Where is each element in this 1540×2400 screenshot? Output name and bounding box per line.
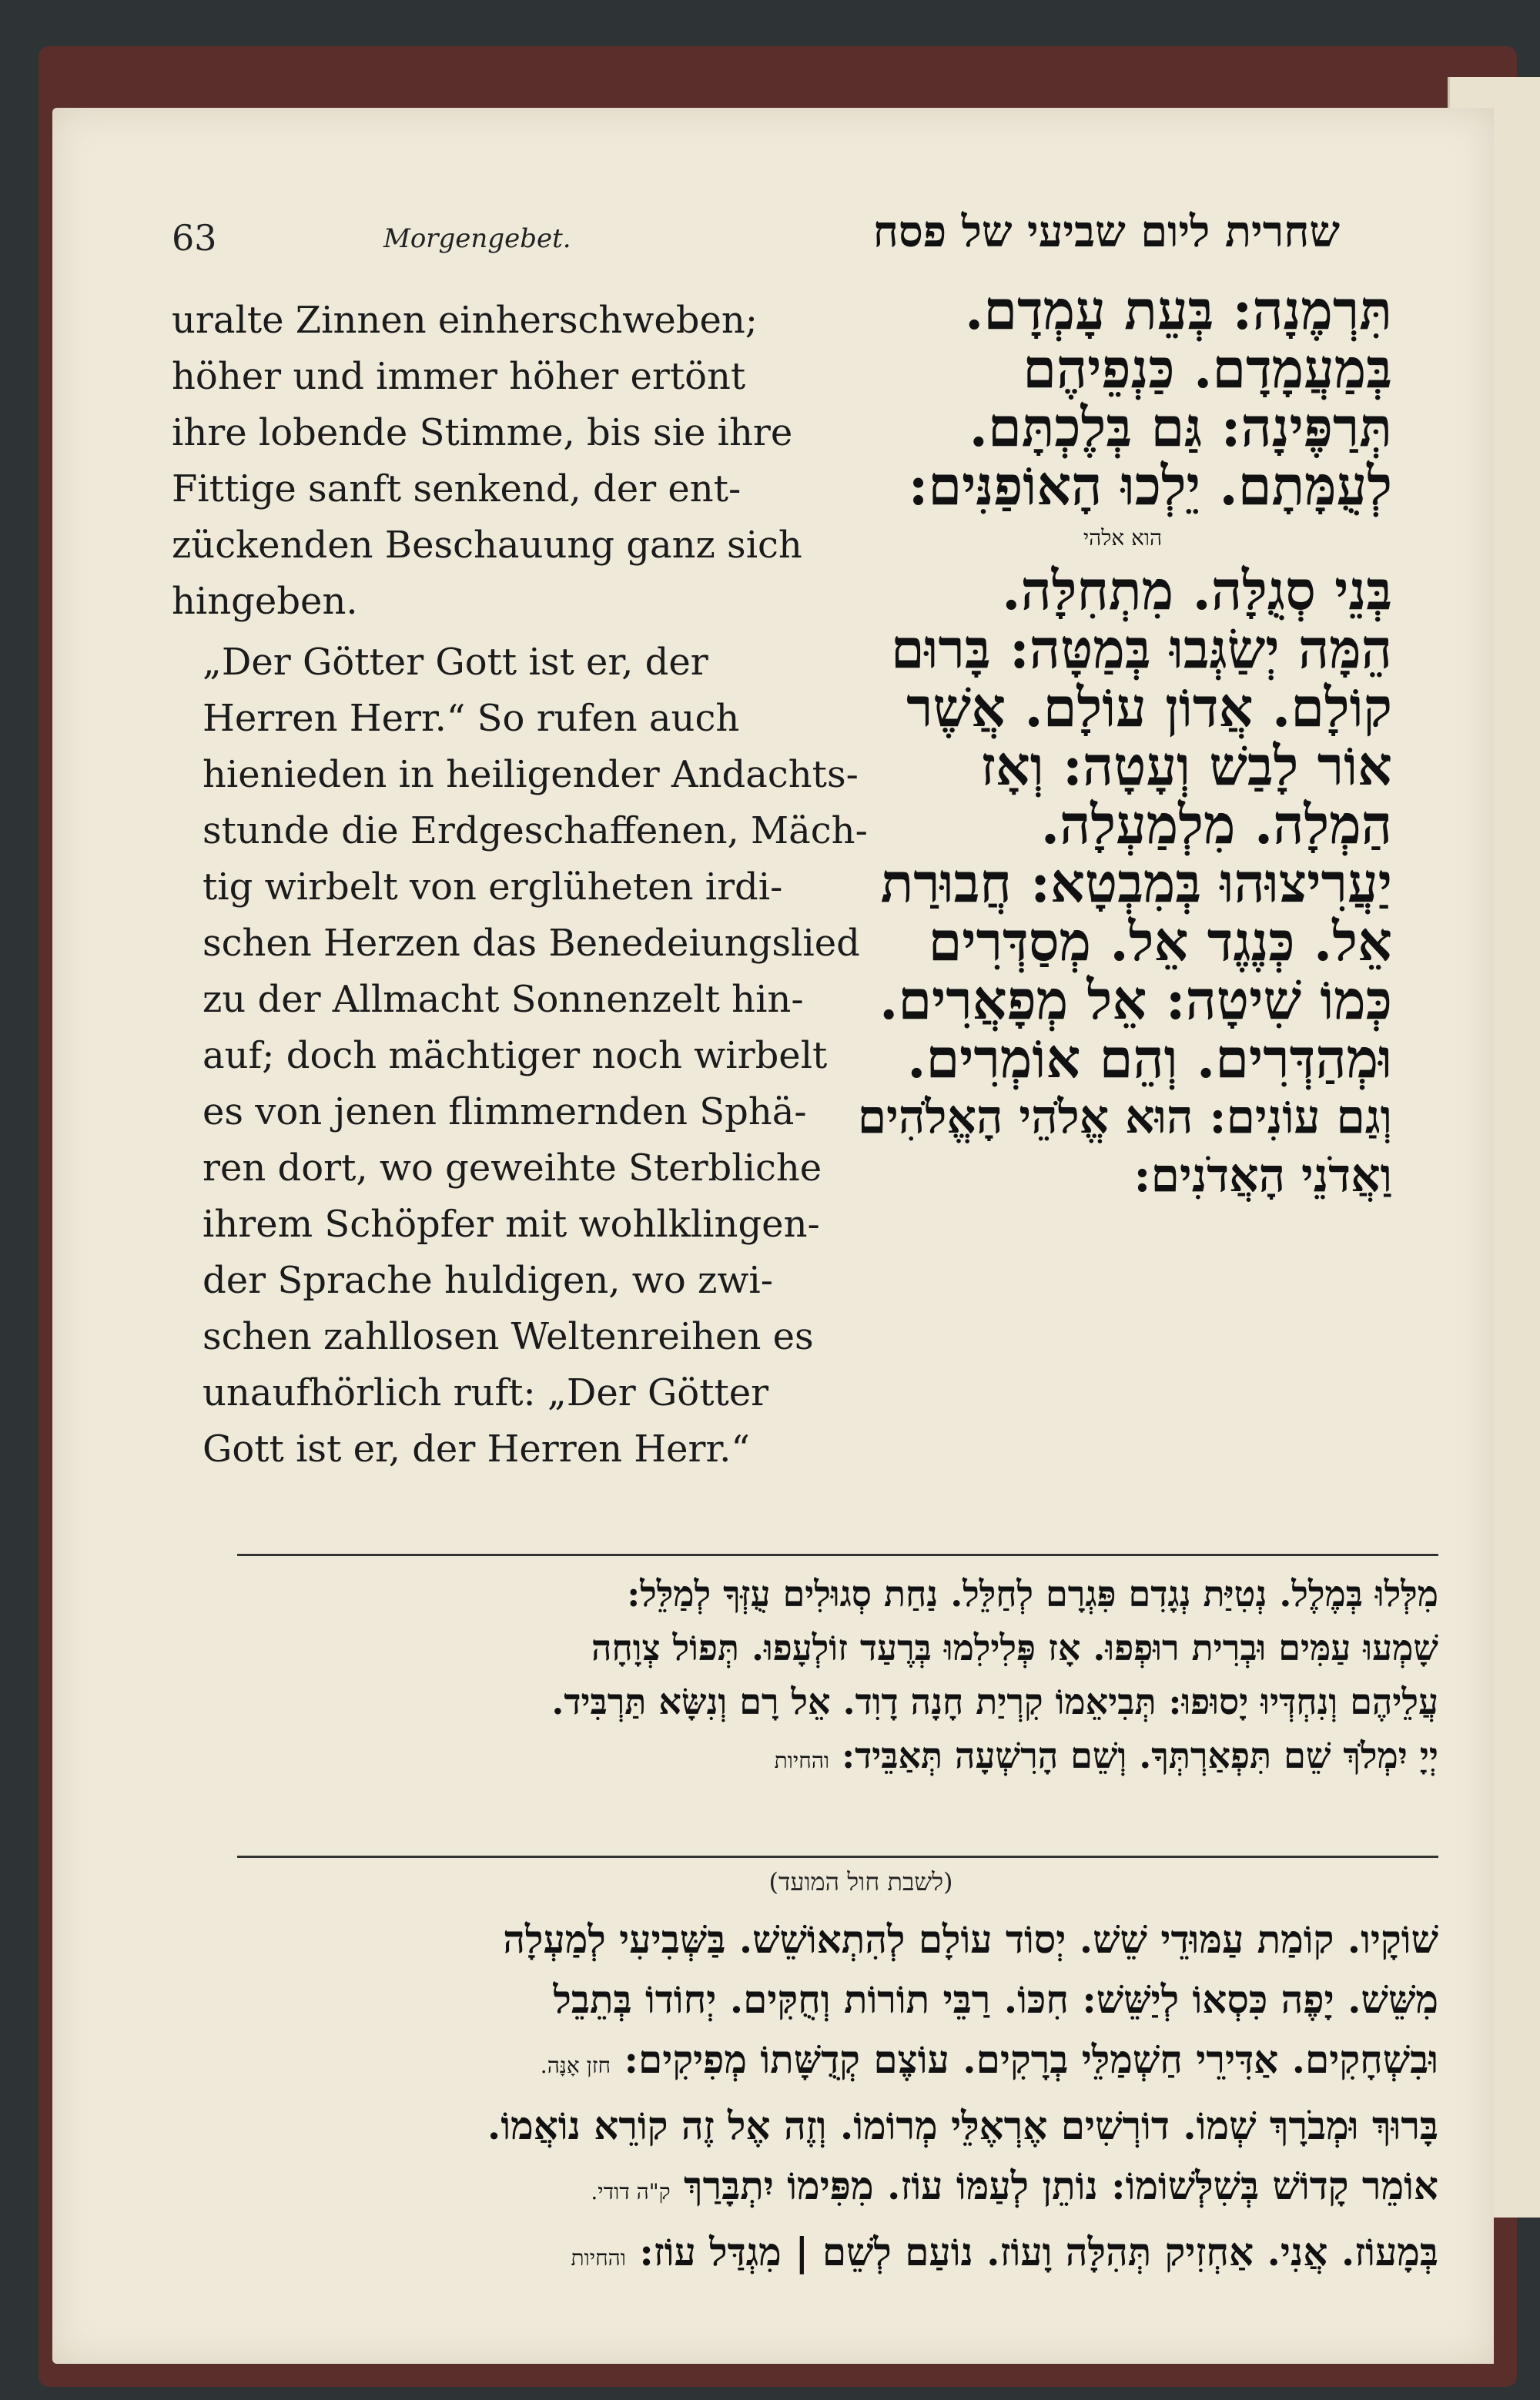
running-title: Morgengebet. xyxy=(383,223,571,254)
hebrew-line: וְגַם עוֹנִים: הוּא אֱלֹהֵי הָאֱלֹהִים xyxy=(857,1090,1392,1144)
text-line: Herren Herr.“ So rufen auch xyxy=(203,697,740,740)
notes-line-text: יְיָ יִמְלֹךְ שֵׁם תִּפְאַרְתְּךָ. וְשֵׁם הָרִשְׁעָה תְּאַבֵּיד: xyxy=(842,1735,1438,1776)
text-line: höher und immer höher ertönt xyxy=(172,355,746,398)
hebrew-marker: הוא אלהי xyxy=(1083,525,1163,551)
shabbat-line-text: אוֹמֵר קָדוֹשׁ בְּשִׁלְּשׁוֹמוֹ: נוֹתֵן לְעַמּוֹ עוֹז. מִפִּימוֹ יִתְבָּרַךְ xyxy=(684,2163,1438,2208)
text-line: es von jenen flimmernden Sphä- xyxy=(203,1090,807,1133)
hebrew-line: אוֹר לָבַשׁ וְעָטָה: וְאָז xyxy=(980,734,1392,798)
shabbat-line xyxy=(237,2030,1438,2096)
text-line: hienieden in heiligender Andachts- xyxy=(203,753,859,796)
hebrew-running-title: שחרית ליום שביעי של פסח xyxy=(872,206,1340,257)
german-paragraph-1 xyxy=(172,293,834,630)
text-line: der Sprache huldigen, wo zwi- xyxy=(203,1259,773,1302)
shabbat-line: שׁוֹקָיו. קוֹמַת עַמּוּדֵי שֵׁשׁ. יְסוֹד עוֹלָם לְהִתְאוֹשֵׁשׁ. בַּשְּׁבִיעִי לְמַעְלָה xyxy=(503,1916,1438,1962)
hebrew-line: קוֹלָם. אֲדוֹן עוֹלָם. אֲשֶׁר xyxy=(906,675,1392,739)
section-label: (לשבת חול המועד) xyxy=(768,1867,953,1896)
notes-line xyxy=(237,1729,1438,1788)
divider-rule xyxy=(237,1856,1438,1858)
text-line: Gott ist er, der Herren Herr.“ xyxy=(203,1428,750,1471)
notes-line: שָׁמְעוּ עַמִּים וּבְרִית רוּפְפוּ. אָז פְּלִילִמוּ בְּרֶעַד זוֹלְעָפוּ. תְּפוֹל צְוָחָה xyxy=(591,1627,1438,1669)
notes-end-marker: והחיות xyxy=(774,1748,830,1773)
hebrew-line: וּמְהַדְּרִים. וְהֵם אוֹמְרִים. xyxy=(907,1026,1392,1090)
text-line: Fittige sanft senkend, der ent- xyxy=(172,467,742,510)
shabbat-chol-hamoed-block xyxy=(237,1910,1438,2288)
piyyut-notes-block xyxy=(237,1567,1438,1788)
book-page xyxy=(52,108,1494,2364)
inline-marker: והחיות xyxy=(571,2245,626,2271)
hebrew-prayer-column xyxy=(853,278,1392,1205)
text-line: tig wirbelt von erglüheten irdi- xyxy=(203,865,783,909)
hebrew-line: יַעֲרִיצוּהוּ בְּמִבְטָא: חֲבוּרַת xyxy=(880,851,1392,915)
text-line: schen zahllosen Weltenreihen es xyxy=(203,1315,814,1358)
text-line: „Der Götter Gott ist er, der xyxy=(203,641,708,684)
notes-line: מִלְּלוּ בְּמֶלֶל. נְטִיַּת נְגָדִם פִּגְרָם לְחַלֵּל. נַחַת סְגוּלִים עֻזְּךָ לְמַלֵּל: xyxy=(627,1573,1438,1615)
text-line: ihrem Schöpfer mit wohlklingen- xyxy=(203,1203,820,1246)
german-paragraph-2 xyxy=(172,634,868,1478)
hebrew-line: כְּמוֹ שִׁיטָה: אֵל מְפָאֲרִים. xyxy=(879,968,1392,1032)
hebrew-line: תִּרְמֶנָה: בְּעֵת עָמְדָם. xyxy=(964,278,1392,342)
german-translation-column xyxy=(172,293,868,1478)
text-line: ihre lobende Stimme, bis sie ihre xyxy=(172,411,793,454)
text-line: schen Herzen das Benedeiungslied xyxy=(203,922,860,965)
inline-marker: חזן אָנָּה. xyxy=(540,2053,611,2078)
text-line: hingeben. xyxy=(172,580,358,623)
text-line: unaufhörlich ruft: „Der Götter xyxy=(203,1371,769,1414)
hebrew-line: לְעֻמָּתָם. יֵלְכוּ הָאוֹפַנִּים: xyxy=(908,454,1392,517)
shabbat-line xyxy=(237,2222,1438,2288)
text-line: auf; doch mächtiger noch wirbelt xyxy=(203,1034,828,1077)
shabbat-line: מִשֵּׁשׁ. יָפֶה כִּסְאוֹ לְיַשֵּׁשׁ: חִכּוֹ. רַבֵּי תוֹרוֹת וְחֻקִּים. יְחוֹדוֹ בְּתֵבֵל xyxy=(553,1977,1438,2022)
divider-rule xyxy=(237,1554,1438,1556)
hebrew-line: בְּנֵי סְגֻלָּה. מִתְחִלָּה. xyxy=(1002,558,1392,622)
text-line: stunde die Erdgeschaffenen, Mäch- xyxy=(203,809,868,852)
shabbat-line: בָּרוּךְ וּמְבֹרָךְ שְׁמוֹ. דוֹרְשִׁים אֶרְאֶלֵּי מְרוֹמוֹ. וְזֶה אֶל זֶה קוֹרֵא נוֹאֲמוֹ. xyxy=(487,2103,1438,2148)
inline-marker: ק"ה דודי. xyxy=(591,2179,671,2204)
hebrew-line: תְּרַפֶּינָה: גַּם בְּלֶכְתָּם. xyxy=(969,395,1392,459)
shabbat-line-text: בְּמָעוֹז. אֲנִי. אַחְזִיק תְּהִלָּה וָעוֹז. נוֹעַם לְשֵׁם | מִגְדַּל עוֹז: xyxy=(639,2229,1438,2274)
page-number: 63 xyxy=(172,217,217,259)
text-line: uralte Zinnen einherschweben; xyxy=(172,299,758,342)
hebrew-line: הֵמָּה יְשַׂגְּבוּ בְּמַטָּה: בָּרוּם xyxy=(890,617,1392,681)
shabbat-line-text: וּבִשְׁחָקִים. אַדִּירֵי חַשְׁמַלֵּי בְרָקִים. עוֹצֶם קְדֻשָּׁתוֹ מְפִיקִים: xyxy=(624,2037,1438,2082)
text-line: zückenden Beschauung ganz sich xyxy=(172,524,802,567)
text-line: zu der Allmacht Sonnenzelt hin- xyxy=(203,978,804,1021)
text-line: ren dort, wo geweihte Sterbliche xyxy=(203,1146,822,1190)
page-header xyxy=(52,206,1494,268)
hebrew-line: וַאֲדֹנֵי הָאֲדֹנִים: xyxy=(1133,1149,1392,1203)
hebrew-line: בְּמַעֲמָדָם. כַּנְפֵיהֶם xyxy=(1023,336,1392,400)
shabbat-line xyxy=(237,2156,1438,2222)
hebrew-line: הַמְלָה. מִלְמַעְלָה. xyxy=(1040,792,1392,856)
hebrew-line: אֵל. כְּנֶגֶד אֵל. מְסַדְּרִים xyxy=(928,909,1392,973)
notes-line: עֲלֵיהֶם וְנִחְדְּיוּ יָסוּפוּ: תְּבִיאֵמוֹ קִרְיַת חָנָה דָוִד. אֵל רָם וְנִשָּׂא תַּרְבִּיד. xyxy=(551,1681,1438,1722)
